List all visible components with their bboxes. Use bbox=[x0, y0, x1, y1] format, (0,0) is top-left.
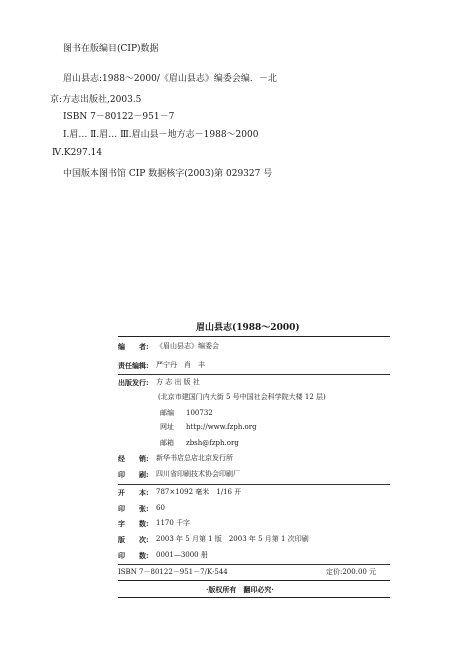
printrun-label: 印 数: bbox=[118, 551, 149, 560]
printer-label: 印 刷: bbox=[118, 470, 149, 479]
compiler-label: 编 者: bbox=[118, 342, 149, 351]
editors-label: 责任编辑: bbox=[118, 361, 149, 370]
copyright-notice: ·版权所有 翻印必究· bbox=[206, 585, 274, 594]
website: http://www.fzph.org bbox=[186, 423, 257, 431]
sheets-label: 印 张: bbox=[118, 504, 149, 513]
isbn-full: ISBN 7－80122－951－7/K·544 bbox=[118, 568, 228, 576]
cip-core-record: 中国版本图书馆 CIP 数据核字(2003)第 029327 号 bbox=[63, 169, 273, 179]
distributor: 新华书店总店北京发行所 bbox=[156, 454, 233, 462]
distributor-label: 经 销: bbox=[118, 454, 149, 463]
website-label: 网址 bbox=[160, 423, 174, 431]
publisher: 方 志 出 版 社 bbox=[156, 378, 200, 386]
price-divider bbox=[118, 580, 390, 581]
title-divider bbox=[118, 336, 390, 337]
cip-subjects: Ⅰ.眉… Ⅱ.眉… Ⅲ.眉山县－地方志－1988～2000 bbox=[63, 130, 259, 140]
publisher-label: 出版发行: bbox=[118, 378, 149, 387]
publisher-address: (北京市建国门内大街 5 号中国社会科学院大楼 12 层) bbox=[158, 393, 326, 401]
cip-line-1: 眉山县志:1988～2000/《眉山县志》编委会编．－北 bbox=[63, 74, 277, 84]
cip-isbn: ISBN 7－80122－951－7 bbox=[63, 112, 175, 122]
cip-classification: Ⅳ.K297.14 bbox=[52, 148, 103, 158]
sheets: 60 bbox=[156, 504, 165, 512]
postcode-label: 邮编 bbox=[160, 409, 174, 417]
email-label: 邮箱 bbox=[160, 439, 174, 447]
editors-divider bbox=[118, 374, 390, 375]
imprint-title: 眉山县志(1988～2000) bbox=[196, 323, 300, 333]
printer: 四川省印刷技术协会印刷厂 bbox=[156, 470, 240, 478]
cip-line-2: 京:方志出版社,2003.5 bbox=[50, 95, 142, 105]
edition: 2003 年 5 月第 1 版 2003 年 5 月第 1 次印刷 bbox=[156, 535, 309, 543]
format: 787×1092 毫米 1/16 开 bbox=[156, 488, 242, 496]
printer-divider bbox=[118, 484, 390, 485]
printrun: 0001—3000 册 bbox=[156, 551, 208, 559]
printrun-divider bbox=[118, 564, 390, 565]
words-label: 字 数: bbox=[118, 519, 149, 528]
cip-heading: 图书在版编目(CIP)数据 bbox=[63, 44, 159, 54]
format-label: 开 本: bbox=[118, 488, 149, 497]
postcode: 100732 bbox=[186, 409, 213, 417]
words: 1170 千字 bbox=[156, 519, 191, 527]
edition-label: 版 次: bbox=[118, 535, 149, 544]
bottom-divider bbox=[118, 597, 390, 598]
price: 定价:200.00 元 bbox=[326, 568, 377, 576]
editors: 严宁丹 肖 丰 bbox=[156, 361, 205, 369]
email: zbsh@fzph.org bbox=[186, 439, 239, 447]
compiler: 《眉山县志》编委会 bbox=[156, 342, 219, 350]
